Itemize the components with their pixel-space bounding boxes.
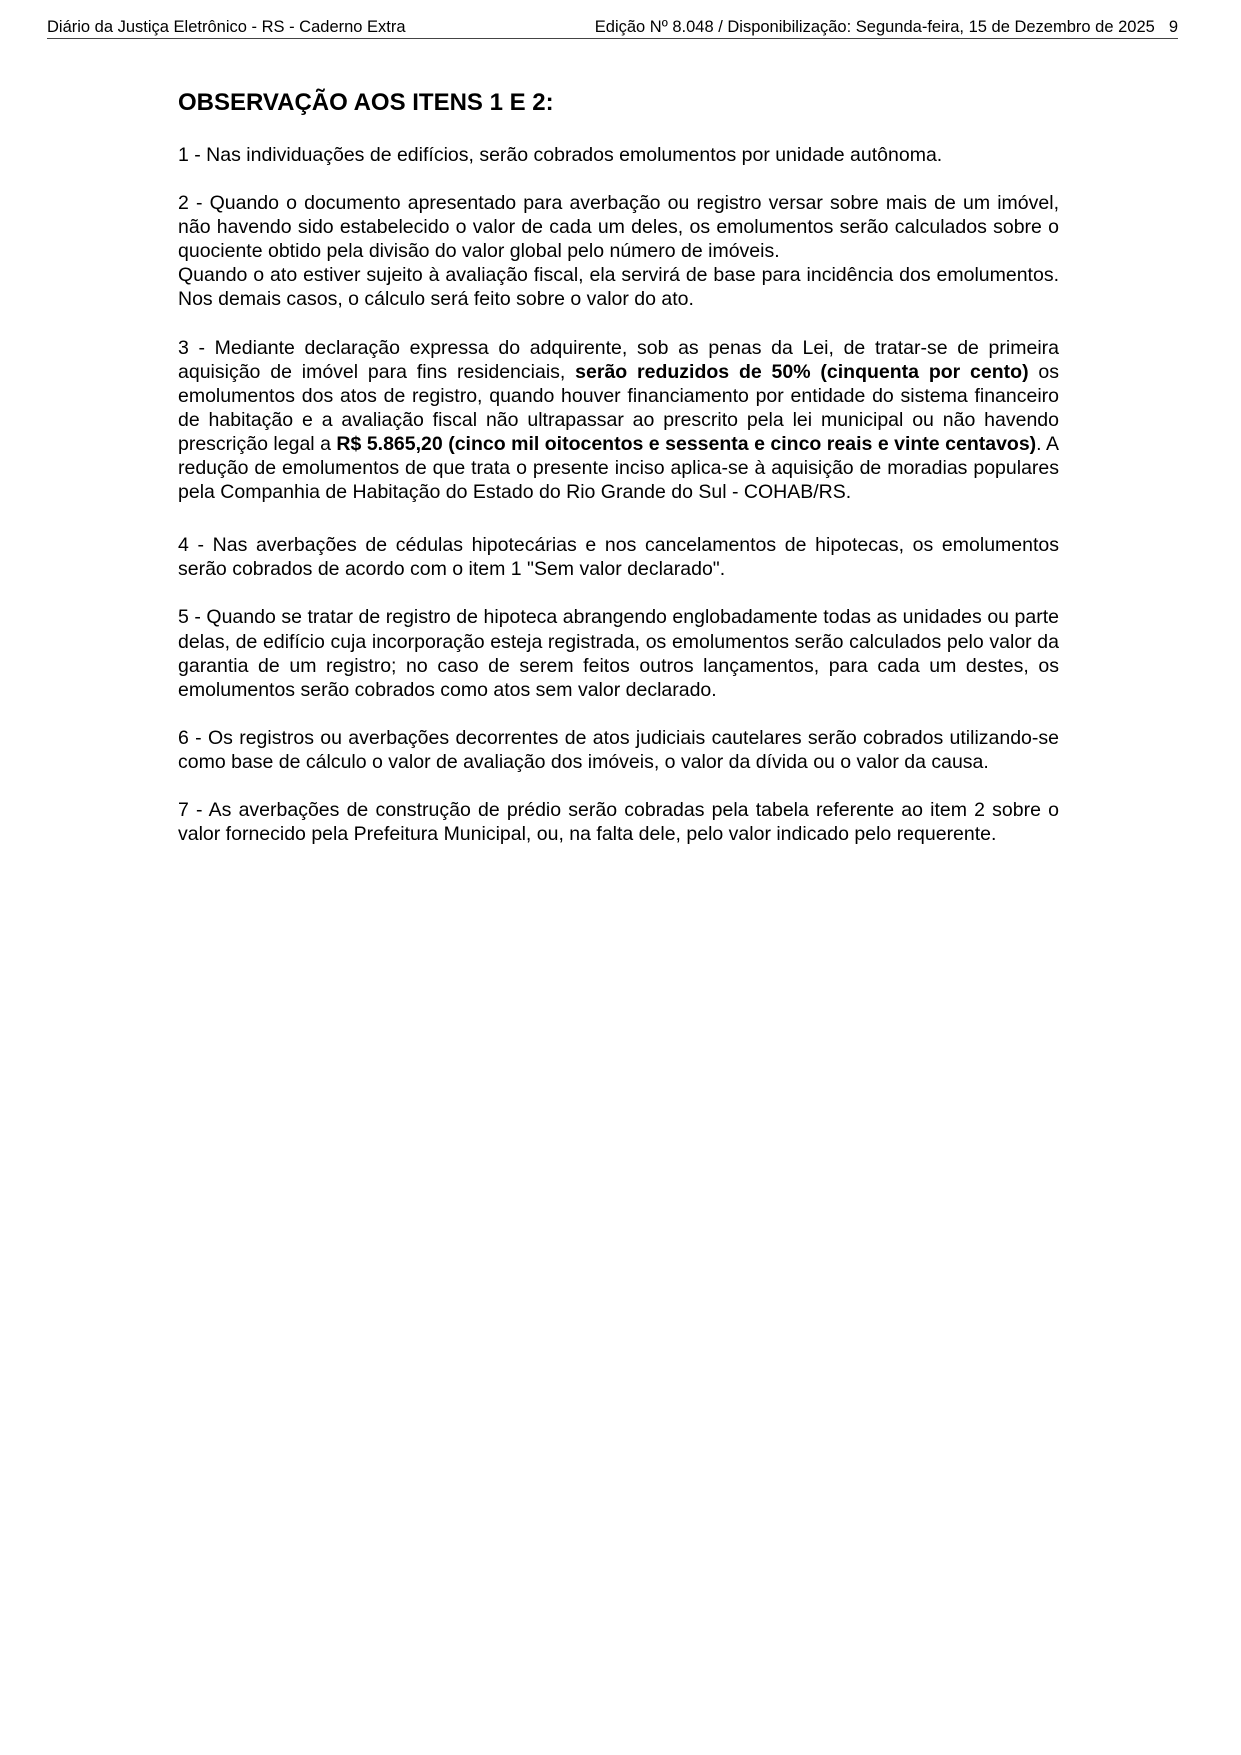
page-number: 9 [1168, 18, 1178, 36]
item-3-bold-amount: R$ 5.865,20 (cinco mil oitocentos e sessenta e cinco reais e vinte centavos) [336, 432, 1037, 455]
item-3-text-e: . A redução de emolumentos de que trata o presente inciso aplica-se à aquisição de moradias populares pela Companhia de Habitação do Estado do Rio Grande do Sul - COHAB/RS. [178, 432, 1059, 504]
item-3-text-c: os emolumentos dos atos de registro, quando houver financiamento por entidade do sistema financeiro de habitação e a avaliação fiscal não ultrapassar ao prescrito pela lei municipal ou não havendo prescrição legal a [178, 360, 1059, 455]
item-4: 4 - Nas averbações de cédulas hipotecárias e nos cancelamentos de hipotecas, os emolumentos serão cobrados de acordo com o item 1 "Sem valor declarado". [178, 534, 1059, 581]
item-1: 1 - Nas individuações de edifícios, serão cobrados emolumentos por unidade autônoma. [178, 144, 943, 166]
item-7: 7 - As averbações de construção de prédio serão cobradas pela tabela referente ao item 2 sobre o valor fornecido pela Prefeitura Municipal, ou, na falta dele, pelo valor indicado pelo requerente. [178, 798, 1059, 846]
item-6: 6 - Os registros ou averbações decorrentes de atos judiciais cautelares serão cobrados utilizando-se como base de cálculo o valor de avaliação dos imóveis, o valor da dívida ou o valor da causa. [178, 726, 1059, 773]
item-3-text-a: 3 - Mediante declaração expressa do adquirente, sob as penas da Lei, de tratar-se de primeira aquisição de imóvel para fins residenciais, [178, 336, 1059, 383]
edition-info [581, 18, 1178, 37]
item-2-text: 2 - Quando o documento apresentado para averbação ou registro versar sobre mais de um imóvel, não havendo sido estabelecido o valor de cada um deles, os emolumentos serão calculados sobre o quociente obtido pela divisão do valor global pelo número de imóveis. [178, 192, 1059, 263]
journal-title: Diário da Justiça Eletrônico - RS - Caderno Extra [47, 18, 406, 36]
section-title: OBSERVAÇÃO AOS ITENS 1 E 2: [178, 89, 554, 116]
edition-date: Edição Nº 8.048 / Disponibilização: Segunda-feira, 15 de Dezembro de 2025 [594, 18, 1155, 36]
item-3 [178, 336, 1059, 505]
page-header [47, 18, 1178, 39]
item-5: 5 - Quando se tratar de registro de hipoteca abrangendo englobadamente todas as unidades ou parte delas, de edifício cuja incorporação esteja registrada, os emolumentos serão calculados pelo valor da garantia de um registro; no caso de serem feitos outros lançamentos, para cada um destes, os emolumentos serão cobrados como atos sem valor declarado. [178, 606, 1059, 701]
item-2-continuation: Quando o ato estiver sujeito à avaliação fiscal, ela servirá de base para incidência dos emolumentos. Nos demais casos, o cálculo será feito sobre o valor do ato. [178, 264, 1059, 311]
item-3-bold-reduction: serão reduzidos de 50% (cinquenta por cento) [575, 360, 1029, 383]
item-2 [178, 191, 1059, 311]
document-body [178, 88, 1059, 870]
